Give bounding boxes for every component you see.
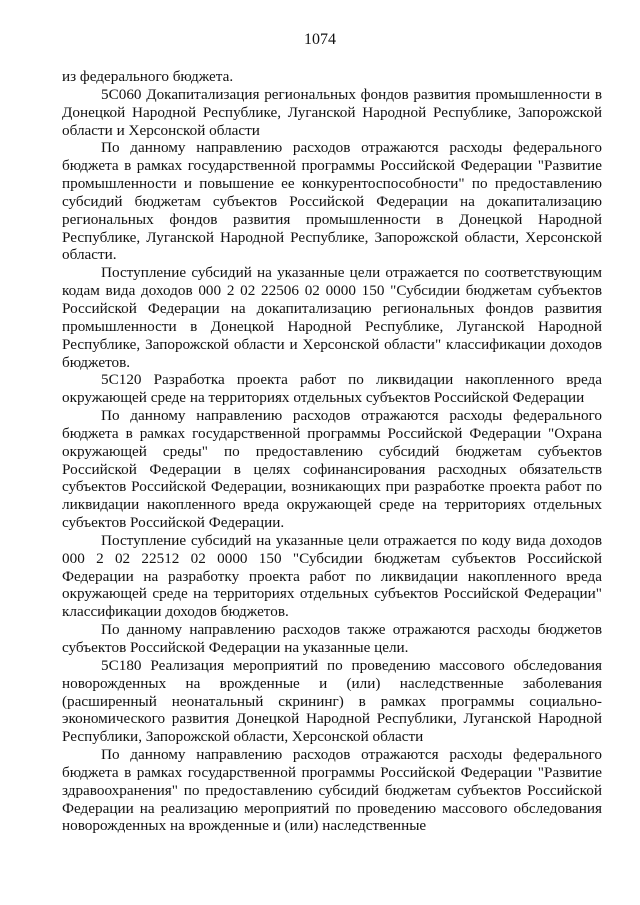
paragraph: По данному направлению расходов отражаются расходы федерального бюджета в рамках государственной программы Российской Федерации "Охрана окружающей среды" по предоставлению субсидий бюджетам субъектов Российской Федерации в целях софинансирования расходных обязательств субъектов Российской Федерации, возникающих при разработке проекта работ по ликвидации накопленного вреда окружающей среде на территориях отдельных субъектов Российской Федерации. [62, 407, 602, 532]
paragraph: Поступление субсидий на указанные цели отражается по соответствующим кодам вида доходов 000 2 02 22506 02 0000 150 "Субсидии бюджетам субъектов Российской Федерации на докапитализацию региональных фондов развития промышленности в Донецкой Народной Республике, Луганской Народной Республике, Запорожской области и Херсонской области" классификации доходов бюджетов. [62, 264, 602, 371]
paragraph: Поступление субсидий на указанные цели отражается по коду вида доходов 000 2 02 22512 02 0000 150 "Субсидии бюджетам субъектов Российской Федерации на разработку проекта работ по ликвидации накопленного вреда окружающей среде на территориях отдельных субъектов Российской Федерации" классификации доходов бюджетов. [62, 531, 602, 621]
paragraph-continuation: из федерального бюджета. [62, 68, 234, 85]
paragraph: По данному направлению расходов также отражаются расходы бюджетов субъектов Российской Федерации на указанные цели. [62, 621, 602, 656]
section-heading-5c120: 5С120 Разработка проекта работ по ликвидации накопленного вреда окружающей среде на территориях отдельных субъектов Российской Федерации [62, 371, 602, 407]
document-body [62, 68, 602, 835]
paragraph: По данному направлению расходов отражаются расходы федерального бюджета в рамках государственной программы Российской Федерации "Развитие здравоохранения" по предоставлению субсидий бюджетам субъектов Российской Федерации на реализацию мероприятий по проведению массового обследования новорожденных на врожденные и (или) наследственные [62, 746, 602, 835]
section-heading-5c180: 5С180 Реализация мероприятий по проведению массового обследования новорожденных на врожденные и (или) наследственные заболевания (расширенный неонатальный скрининг) в рамках программы социально-экономического развития Донецкой Народной Республики, Луганской Народной Республики, Запорожской области, Херсонской области [62, 656, 602, 746]
section-heading-5c060: 5С060 Докапитализация региональных фондов развития промышленности в Донецкой Народной Республике, Луганской Народной Республике, Запорожской области и Херсонской области [62, 85, 602, 139]
paragraph: По данному направлению расходов отражаются расходы федерального бюджета в рамках государственной программы Российской Федерации "Развитие промышленности и повышение ее конкурентоспособности" по предоставлению субсидий бюджетам субъектов Российской Федерации на докапитализацию региональных фондов развития промышленности в Донецкой Народной Республике, Луганской Народной Республике, Запорожской области, Херсонской области. [62, 139, 602, 264]
page-number: 1074 [304, 31, 336, 48]
